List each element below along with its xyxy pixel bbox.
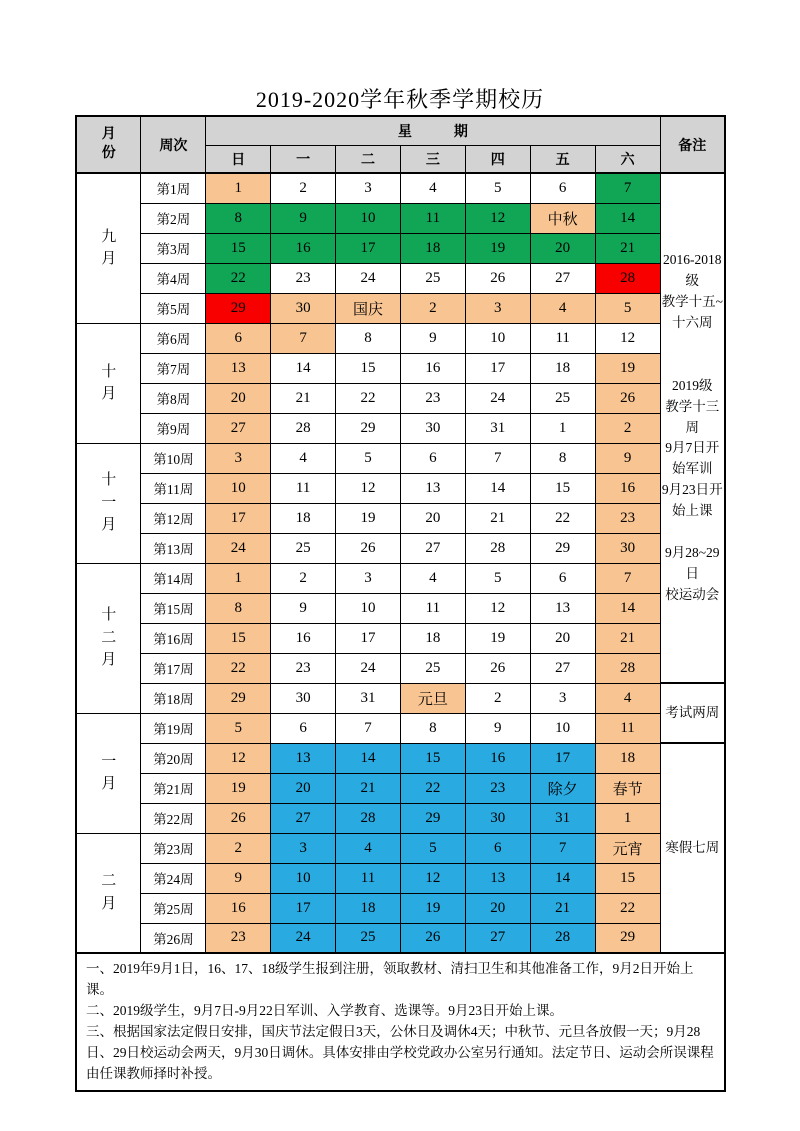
day-cell: 22 [400, 773, 465, 803]
week-row [76, 353, 725, 383]
day-cell: 2 [206, 833, 271, 863]
day-cell: 5 [595, 293, 660, 323]
day-cell: 9 [206, 863, 271, 893]
month-header-char: 月 [101, 127, 116, 143]
day-cell: 26 [206, 803, 271, 833]
weekday-header-三: 三 [400, 145, 465, 173]
day-cell: 9 [271, 203, 336, 233]
day-cell: 2 [400, 293, 465, 323]
week-row [76, 383, 725, 413]
week-number-label: 第10周 [141, 443, 206, 473]
day-cell: 国庆 [336, 293, 401, 323]
day-cell: 15 [206, 623, 271, 653]
day-cell: 11 [530, 323, 595, 353]
week-row [76, 233, 725, 263]
day-cell: 2 [271, 563, 336, 593]
day-cell: 28 [595, 653, 660, 683]
day-cell: 除夕 [530, 773, 595, 803]
day-cell: 9 [465, 713, 530, 743]
day-cell: 14 [530, 863, 595, 893]
day-cell: 28 [336, 803, 401, 833]
week-row [76, 833, 725, 863]
day-cell: 22 [206, 263, 271, 293]
day-cell: 22 [595, 893, 660, 923]
remark-line: 寒假七周 [665, 839, 720, 855]
weekday-header-四: 四 [465, 145, 530, 173]
day-cell: 22 [206, 653, 271, 683]
week-row [76, 293, 725, 323]
month-char: 一 [101, 494, 117, 511]
day-cell: 6 [400, 443, 465, 473]
remark-line: 2016-2018级 [663, 252, 722, 289]
day-cell: 27 [465, 923, 530, 953]
day-cell: 12 [595, 323, 660, 353]
day-cell: 20 [530, 623, 595, 653]
week-row [76, 323, 725, 353]
note-line: 三、根据国家法定假日安排，国庆节法定假日3天，公休日及调休4天；中秋节、元旦各放假一天；9月28日、29日校运动会两天，9月30日调休。具体安排由学校党政办公室另行通知。法定节日、运动会所误课程由任课教师择时补授。 [86, 1023, 714, 1081]
month-char: 月 [101, 652, 117, 669]
day-cell: 20 [271, 773, 336, 803]
day-cell: 5 [465, 563, 530, 593]
note-line: 二、2019级学生，9月7日-9月22日军训、入学教育、选课等。9月23日开始上课。 [86, 1002, 563, 1018]
page-title: 2019-2020学年秋季学期校历 [255, 87, 545, 112]
day-cell: 23 [595, 503, 660, 533]
day-cell: 14 [465, 473, 530, 503]
day-cell: 23 [271, 263, 336, 293]
day-cell: 16 [271, 233, 336, 263]
week-row [76, 413, 725, 443]
day-cell: 13 [400, 473, 465, 503]
remark-line: 2019级 [672, 377, 713, 393]
day-cell: 25 [400, 263, 465, 293]
day-cell: 5 [336, 443, 401, 473]
week-number-label: 第21周 [141, 773, 206, 803]
day-cell: 16 [400, 353, 465, 383]
day-cell: 16 [206, 893, 271, 923]
day-cell: 4 [595, 683, 660, 713]
day-cell: 29 [336, 413, 401, 443]
day-cell: 5 [465, 173, 530, 203]
day-cell: 2 [465, 683, 530, 713]
month-column-header [76, 116, 141, 173]
day-cell: 20 [400, 503, 465, 533]
week-row [76, 713, 725, 743]
day-cell: 20 [530, 233, 595, 263]
remark-line [661, 334, 724, 355]
day-cell: 22 [336, 383, 401, 413]
day-cell: 19 [465, 623, 530, 653]
note-line: 一、2019年9月1日，16、17、18级学生报到注册，领取教材、清扫卫生和其他准备工作，9月2日开始上课。 [86, 961, 694, 997]
week-row [76, 503, 725, 533]
day-cell: 24 [206, 533, 271, 563]
remark-line: 教学十五~十六周 [661, 294, 723, 330]
week-number-label: 第23周 [141, 833, 206, 863]
day-cell: 26 [465, 263, 530, 293]
day-cell: 3 [271, 833, 336, 863]
month-char: 二 [101, 629, 117, 646]
day-cell: 8 [206, 203, 271, 233]
day-cell: 中秋 [530, 203, 595, 233]
day-cell: 21 [595, 233, 660, 263]
calendar-header [76, 116, 725, 173]
month-char: 二 [101, 873, 117, 890]
week-number-label: 第14周 [141, 563, 206, 593]
day-cell: 30 [271, 293, 336, 323]
day-cell: 19 [336, 503, 401, 533]
day-cell: 17 [530, 743, 595, 773]
month-cell [76, 833, 141, 953]
day-cell: 28 [271, 413, 336, 443]
month-char: 月 [101, 251, 117, 268]
month-char: 月 [101, 517, 117, 534]
week-row [76, 443, 725, 473]
week-number-label: 第6周 [141, 323, 206, 353]
day-cell: 19 [595, 353, 660, 383]
weekday-header-六: 六 [595, 145, 660, 173]
day-cell: 3 [530, 683, 595, 713]
day-cell: 29 [595, 923, 660, 953]
day-cell: 30 [465, 803, 530, 833]
day-cell: 3 [336, 173, 401, 203]
day-cell: 11 [400, 593, 465, 623]
day-cell: 26 [595, 383, 660, 413]
day-cell: 25 [400, 653, 465, 683]
day-cell: 4 [400, 173, 465, 203]
week-row [76, 773, 725, 803]
week-number-label: 第20周 [141, 743, 206, 773]
day-cell: 14 [595, 203, 660, 233]
week-row [76, 263, 725, 293]
day-cell: 12 [465, 203, 530, 233]
day-cell: 25 [336, 923, 401, 953]
week-row [76, 803, 725, 833]
month-cell [76, 173, 141, 323]
week-row [76, 473, 725, 503]
day-cell: 30 [271, 683, 336, 713]
day-cell: 28 [465, 533, 530, 563]
day-cell: 8 [206, 593, 271, 623]
day-cell: 31 [530, 803, 595, 833]
day-cell: 25 [530, 383, 595, 413]
day-cell: 16 [595, 473, 660, 503]
day-cell: 22 [530, 503, 595, 533]
week-row [76, 743, 725, 773]
day-cell: 1 [595, 803, 660, 833]
month-cell [76, 443, 141, 563]
week-row [76, 533, 725, 563]
day-cell: 10 [271, 863, 336, 893]
day-cell: 30 [595, 533, 660, 563]
day-cell: 16 [465, 743, 530, 773]
day-cell: 2 [595, 413, 660, 443]
week-number-label: 第12周 [141, 503, 206, 533]
weekday-header-日: 日 [206, 145, 271, 173]
week-number-label: 第2周 [141, 203, 206, 233]
remark-line: 9月23日开始上课 [661, 482, 723, 519]
week-number-label: 第1周 [141, 173, 206, 203]
day-cell: 20 [206, 383, 271, 413]
week-number-label: 第22周 [141, 803, 206, 833]
day-cell: 春节 [595, 773, 660, 803]
week-column-header: 周次 [141, 116, 206, 173]
calendar-body [76, 173, 725, 953]
day-cell: 12 [206, 743, 271, 773]
day-cell: 11 [400, 203, 465, 233]
day-cell: 15 [530, 473, 595, 503]
weekday-group-char: 星 [397, 124, 412, 140]
day-cell: 18 [336, 893, 401, 923]
week-number-label: 第15周 [141, 593, 206, 623]
day-cell: 8 [400, 713, 465, 743]
day-cell: 23 [465, 773, 530, 803]
day-cell: 1 [206, 173, 271, 203]
remark-cell [660, 683, 725, 743]
day-cell: 20 [465, 893, 530, 923]
footnotes [76, 953, 725, 1091]
day-cell: 元旦 [400, 683, 465, 713]
week-row [76, 203, 725, 233]
day-cell: 8 [530, 443, 595, 473]
day-cell: 13 [271, 743, 336, 773]
day-cell: 11 [336, 863, 401, 893]
day-cell: 14 [595, 593, 660, 623]
day-cell: 28 [530, 923, 595, 953]
day-cell: 27 [530, 653, 595, 683]
day-cell: 25 [271, 533, 336, 563]
day-cell: 9 [271, 593, 336, 623]
day-cell: 6 [530, 563, 595, 593]
day-cell: 21 [595, 623, 660, 653]
day-cell: 18 [400, 233, 465, 263]
weekday-group-header [206, 116, 660, 145]
day-cell: 21 [336, 773, 401, 803]
week-number-label: 第9周 [141, 413, 206, 443]
day-cell: 15 [206, 233, 271, 263]
remark-line: 考试两周 [665, 704, 720, 720]
day-cell: 18 [271, 503, 336, 533]
calendar-table [75, 115, 726, 1092]
day-cell: 3 [336, 563, 401, 593]
day-cell: 4 [336, 833, 401, 863]
week-row [76, 173, 725, 203]
day-cell: 24 [465, 383, 530, 413]
month-cell [76, 713, 141, 833]
week-number-label: 第26周 [141, 923, 206, 953]
day-cell: 4 [400, 563, 465, 593]
day-cell: 10 [465, 323, 530, 353]
day-cell: 12 [336, 473, 401, 503]
day-cell: 15 [336, 353, 401, 383]
week-number-label: 第18周 [141, 683, 206, 713]
day-cell: 31 [336, 683, 401, 713]
month-cell [76, 563, 141, 713]
day-cell: 19 [400, 893, 465, 923]
month-char: 十 [101, 363, 117, 380]
week-number-label: 第11周 [141, 473, 206, 503]
month-cell [76, 323, 141, 443]
day-cell: 元宵 [595, 833, 660, 863]
week-number-label: 第5周 [141, 293, 206, 323]
day-cell: 6 [530, 173, 595, 203]
week-number-label: 第24周 [141, 863, 206, 893]
day-cell: 24 [271, 923, 336, 953]
day-cell: 5 [206, 713, 271, 743]
day-cell: 7 [595, 173, 660, 203]
day-cell: 27 [530, 263, 595, 293]
weekday-group-label [206, 121, 659, 141]
day-cell: 10 [206, 473, 271, 503]
day-cell: 27 [271, 803, 336, 833]
day-cell: 13 [530, 593, 595, 623]
day-cell: 21 [530, 893, 595, 923]
remark-line: 9月7日开始军训 [665, 440, 720, 477]
day-cell: 17 [465, 353, 530, 383]
day-cell: 19 [465, 233, 530, 263]
day-cell: 17 [336, 623, 401, 653]
day-cell: 30 [400, 413, 465, 443]
day-cell: 26 [336, 533, 401, 563]
day-cell: 24 [336, 263, 401, 293]
day-cell: 21 [465, 503, 530, 533]
weekday-header-一: 一 [271, 145, 336, 173]
day-cell: 7 [530, 833, 595, 863]
day-cell: 17 [271, 893, 336, 923]
week-number-label: 第25周 [141, 893, 206, 923]
week-row [76, 623, 725, 653]
weekday-header-五: 五 [530, 145, 595, 173]
day-cell: 28 [595, 263, 660, 293]
day-cell: 6 [271, 713, 336, 743]
day-cell: 1 [206, 563, 271, 593]
weekday-header-二: 二 [336, 145, 401, 173]
month-char: 月 [101, 386, 117, 402]
month-char: 一 [101, 753, 117, 770]
week-row [76, 683, 725, 713]
month-char: 十 [101, 607, 117, 624]
day-cell: 4 [271, 443, 336, 473]
month-char: 月 [101, 895, 117, 912]
day-cell: 12 [400, 863, 465, 893]
day-cell: 31 [465, 413, 530, 443]
day-cell: 6 [206, 323, 271, 353]
week-row [76, 923, 725, 953]
day-cell: 23 [400, 383, 465, 413]
day-cell: 17 [206, 503, 271, 533]
week-number-label: 第16周 [141, 623, 206, 653]
remark-line: 校运动会 [665, 586, 720, 602]
remark-line [661, 522, 724, 543]
week-number-label: 第3周 [141, 233, 206, 263]
day-cell: 10 [336, 593, 401, 623]
day-cell: 11 [595, 713, 660, 743]
month-header-char: 份 [101, 145, 116, 161]
day-cell: 23 [206, 923, 271, 953]
weekday-group-char: 期 [453, 124, 468, 140]
day-cell: 10 [336, 203, 401, 233]
day-cell: 5 [400, 833, 465, 863]
day-cell: 13 [465, 863, 530, 893]
week-number-label: 第19周 [141, 713, 206, 743]
week-number-label: 第7周 [141, 353, 206, 383]
remark-line: 9月28~29日 [664, 545, 720, 581]
week-row [76, 593, 725, 623]
remark-line [661, 355, 724, 376]
remark-line: 教学十三周 [665, 398, 720, 435]
day-cell: 19 [206, 773, 271, 803]
month-char: 月 [101, 776, 117, 792]
day-cell: 29 [530, 533, 595, 563]
day-cell: 11 [271, 473, 336, 503]
day-cell: 3 [206, 443, 271, 473]
day-cell: 9 [595, 443, 660, 473]
day-cell: 10 [530, 713, 595, 743]
day-cell: 17 [336, 233, 401, 263]
day-cell: 29 [206, 683, 271, 713]
day-cell: 27 [206, 413, 271, 443]
remark-cell [660, 743, 725, 953]
week-row [76, 653, 725, 683]
day-cell: 6 [465, 833, 530, 863]
day-cell: 7 [271, 323, 336, 353]
day-cell: 7 [336, 713, 401, 743]
day-cell: 29 [400, 803, 465, 833]
month-char: 九 [101, 228, 117, 245]
remark-cell [660, 173, 725, 683]
day-cell: 18 [595, 743, 660, 773]
day-cell: 23 [271, 653, 336, 683]
day-cell: 8 [336, 323, 401, 353]
day-cell: 15 [400, 743, 465, 773]
week-number-label: 第8周 [141, 383, 206, 413]
week-number-label: 第13周 [141, 533, 206, 563]
day-cell: 1 [530, 413, 595, 443]
day-cell: 2 [271, 173, 336, 203]
day-cell: 21 [271, 383, 336, 413]
day-cell: 24 [336, 653, 401, 683]
day-cell: 12 [465, 593, 530, 623]
day-cell: 26 [400, 923, 465, 953]
day-cell: 7 [595, 563, 660, 593]
day-cell: 14 [271, 353, 336, 383]
week-row [76, 563, 725, 593]
week-row [76, 863, 725, 893]
week-number-label: 第17周 [141, 653, 206, 683]
week-number-label: 第4周 [141, 263, 206, 293]
day-cell: 7 [465, 443, 530, 473]
day-cell: 18 [530, 353, 595, 383]
day-cell: 27 [400, 533, 465, 563]
day-cell: 3 [465, 293, 530, 323]
week-row [76, 893, 725, 923]
day-cell: 29 [206, 293, 271, 323]
day-cell: 26 [465, 653, 530, 683]
day-cell: 9 [400, 323, 465, 353]
day-cell: 13 [206, 353, 271, 383]
day-cell: 14 [336, 743, 401, 773]
day-cell: 4 [530, 293, 595, 323]
day-cell: 18 [400, 623, 465, 653]
day-cell: 15 [595, 863, 660, 893]
remark-column-header: 备注 [660, 116, 725, 173]
month-char: 十 [101, 472, 117, 489]
day-cell: 16 [271, 623, 336, 653]
